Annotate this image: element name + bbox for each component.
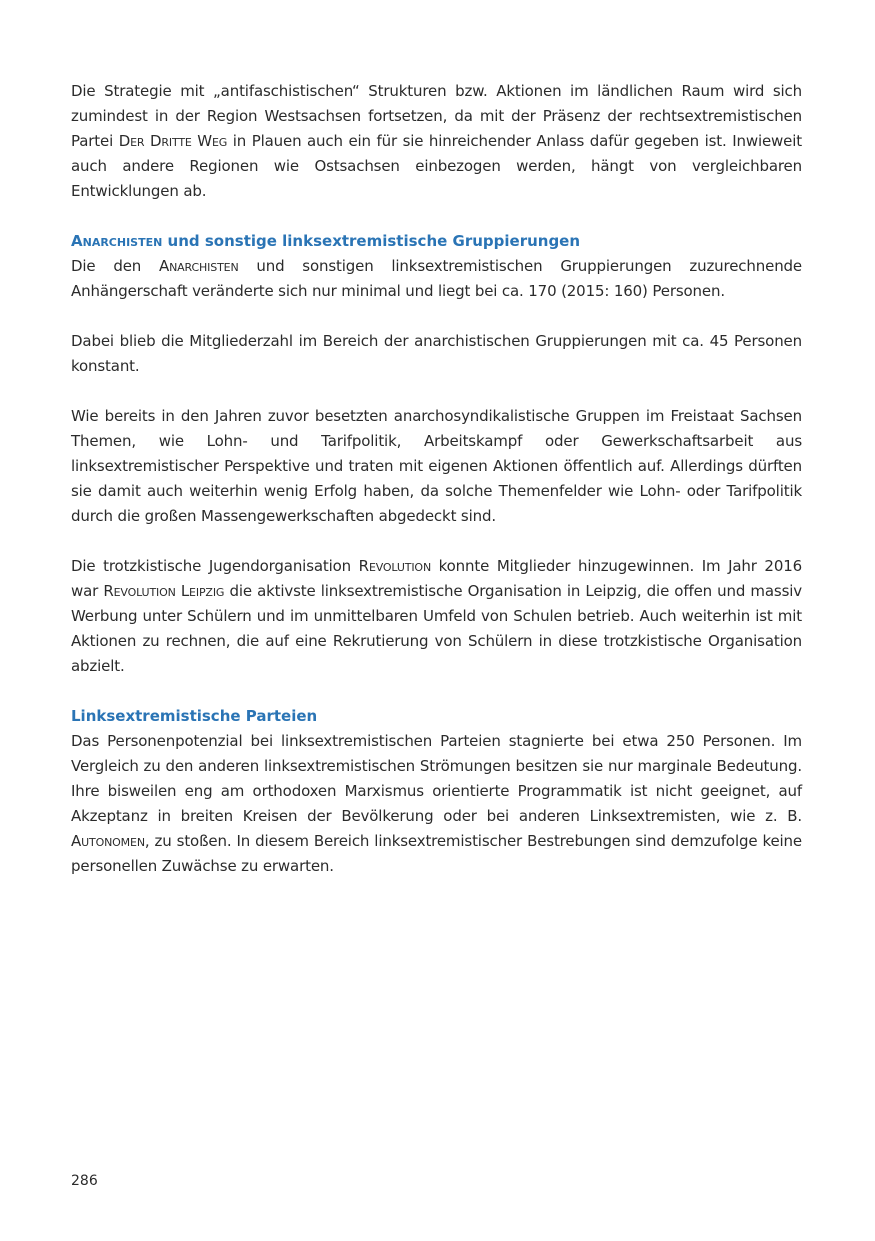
section-heading-parteien: Linksextremistische Parteien [71,707,318,725]
text-run: konnte Mitglieder hinzugewinnen. Im Jahr 2016 war [71,557,803,600]
paragraph-anarchosyndicalist: Wie bereits in den Jahren zuvor besetzten anarchosyndikalistische Gruppen im Freistaat Sachsen Themen, wie Lohn- und Tarifpolitik, Arbeitskampf oder Gewerkschaftsarbeit aus linksextremistischer Perspektive und traten mit eigenen Aktionen öffentlich auf. Allerdings dürften sie damit auch weiterhin wenig Erfolg haben, da solche Themenfelder wie Lohn- oder Tarifpolitik durch die großen Massengewerkschaften abgedeckt sind. [71,407,802,525]
document-body [71,79,802,904]
paragraph-strategy [71,79,802,204]
text-run: Die Strategie mit „antifaschistischen“ Strukturen bzw. Aktionen im ländlichen Raum wird sich zumindest in der Region Westsachsen fortsetzen, da mit der Präsenz der rechtsextremistischen Partei [71,82,802,150]
heading-text-run: und sonstige linksextremistische Gruppierungen [162,232,581,250]
term-autonomen: Autonomen [71,832,145,850]
org-name-revolution: Revolution [358,557,432,575]
text-run: und sonstigen linksextremistischen Gruppierungen zuzurechnende Anhängerschaft veränderte sich nur minimal und liegt bei ca. 170 (2015: 160) Personen. [71,257,802,300]
heading-smallcaps-run: Anarchisten [71,232,163,250]
text-run: Das Personenpotenzial bei linksextremistischen Parteien stagnierte bei etwa 250 Personen. Im Vergleich zu den anderen linksextremistischen Strömungen besitzen sie nur marginale Bedeutung. Ihre bisweilen eng am orthodoxen Marxismus orientierte Programmatik ist nicht geeignet, auf Akzeptanz in breiten Kreisen der Bevölkerung oder bei anderen Linksextremisten, wie z. B. [71,732,802,825]
paragraph-parteien [71,729,802,879]
text-run: , zu stoßen. In diesem Bereich linksextremistischer Bestrebungen sind demzufolge keine personellen Zuwächse zu erwarten. [71,832,802,875]
paragraph-revolution [71,554,802,679]
text-run: Die trotzkistische Jugendorganisation [71,557,359,575]
text-run: die aktivste linksextremistische Organisation in Leipzig, die offen und massiv Werbung unter Schülern und im unmittelbaren Umfeld von Schulen betrieb. Auch weiterhin ist mit Aktionen zu rechnen, die auf eine Rekrutierung von Schülern in diese trotzkistische Organisation abzielt. [71,582,803,675]
party-name-der-dritte-weg: Der Dritte Weg [118,132,228,150]
term-anarchisten: Anarchisten [158,257,239,275]
section-heading-anarchisten [71,229,802,254]
org-name-revolution-leipzig: Revolution Leipzig [103,582,225,600]
text-run: Die den [71,257,159,275]
text-run: in Plauen auch ein für sie hinreichender Anlass dafür gegeben ist. Inwieweit auch andere Regionen wie Ostsachsen einbezogen werden, hängt von vergleichbaren Entwicklungen ab. [71,132,802,200]
paragraph-anarchisten-followers [71,254,802,304]
page-number: 286 [71,1173,98,1189]
paragraph-member-count: Dabei blieb die Mitgliederzahl im Bereich der anarchistischen Gruppierungen mit ca. 45 Personen konstant. [71,332,802,375]
